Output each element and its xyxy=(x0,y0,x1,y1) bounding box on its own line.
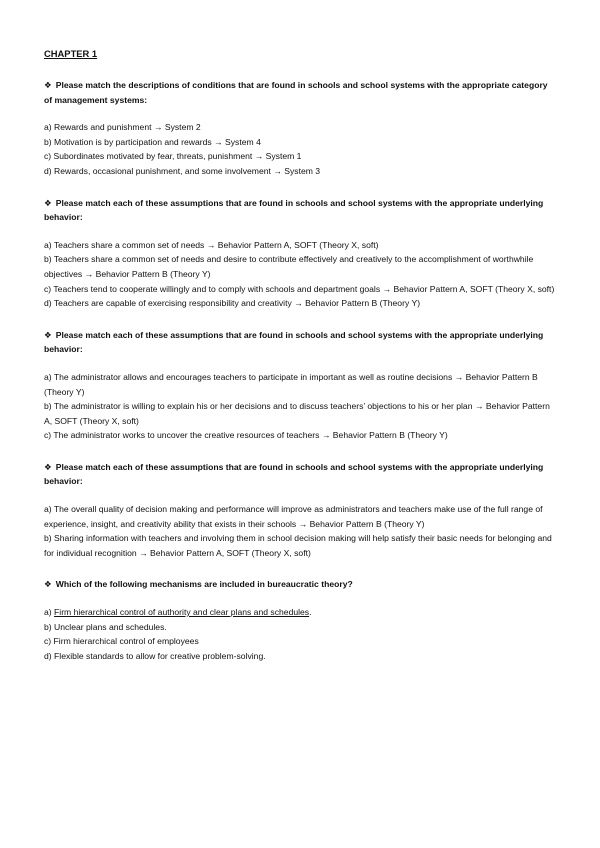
question-text: Please match each of these assumptions that are found in schools and school systems with the appropriate underlying behavior: xyxy=(44,329,544,355)
question-text: Please match each of these assumptions that are found in schools and school systems with the appropriate underlying behavior: xyxy=(44,197,544,223)
answer-item: b) The administrator is willing to explain his or her decisions and to discuss teachers’ objections to his or her plan → Behavior Pattern A, SOFT (Theory X, soft) xyxy=(44,401,550,426)
question-text: Please match each of these assumptions that are found in schools and school systems with the appropriate underlying behavior: xyxy=(44,461,544,487)
answer-item: c) Teachers tend to cooperate willingly and to comply with schools and department goals → Behavior Pattern A, SOFT (Theory X, soft) xyxy=(44,283,555,294)
answer-item: a) Rewards and punishment → System 2 xyxy=(44,122,201,133)
question-section-3 xyxy=(44,328,556,443)
diamond-bullet-icon: ❖ xyxy=(44,197,52,208)
answer-suffix: . xyxy=(309,607,312,618)
question-section-2 xyxy=(44,196,556,311)
question-section-1 xyxy=(44,78,556,179)
correct-answer-text: Firm hierarchical control of authority and clear plans and schedules xyxy=(54,607,310,618)
diamond-bullet-icon: ❖ xyxy=(44,329,52,340)
answer-item: d) Rewards, occasional punishment, and some involvement → System 3 xyxy=(44,165,321,176)
answer-prefix: a) xyxy=(44,607,55,618)
answer-item: c) Subordinates motivated by fear, threats, punishment → System 1 xyxy=(44,151,302,162)
question-heading-1 xyxy=(44,78,556,107)
answer-item: a) Teachers share a common set of needs → Behavior Pattern A, SOFT (Theory X, soft) xyxy=(44,239,379,250)
question-heading-2 xyxy=(44,196,556,225)
question-heading-5 xyxy=(44,577,556,592)
answer-item: d) Teachers are capable of exercising responsibility and creativity → Behavior Pattern B (Theory Y) xyxy=(44,298,421,309)
diamond-bullet-icon: ❖ xyxy=(44,80,52,90)
answer-item: b) Teachers share a common set of needs and desire to contribute effectively and creatively to the accomplishment of worthwhile objectives → Behavior Pattern B (Theory Y) xyxy=(44,254,534,279)
answer-item: c) The administrator works to uncover the creative resources of teachers → Behavior Pattern B (Theory Y) xyxy=(44,430,448,441)
diamond-bullet-icon: ❖ xyxy=(44,579,52,590)
answer-item-correct xyxy=(44,605,556,620)
answer-item: b) Motivation is by participation and rewards → System 4 xyxy=(44,136,261,147)
answer-item: d) Flexible standards to allow for creative problem-solving. xyxy=(44,650,266,661)
question-heading-4 xyxy=(44,460,556,489)
answer-item: b) Unclear plans and schedules. xyxy=(44,621,167,632)
question-section-5 xyxy=(44,577,556,663)
answer-item: a) The overall quality of decision making and performance will improve as administrators and teachers make use of the full range of experience, insight, and creativity ability that exists in their schools → Behavior Pattern B (Theory Y) xyxy=(44,504,543,529)
question-heading-3 xyxy=(44,328,556,357)
question-text: Which of the following mechanisms are included in bureaucratic theory? xyxy=(55,579,353,590)
answer-item: b) Sharing information with teachers and involving them in school decision making will help satisfy their basic needs for belonging and for individual recognition → Behavior Pattern A, SOFT (Theory X, soft) xyxy=(44,533,552,558)
answer-item: a) The administrator allows and encourages teachers to participate in important as well as routine decisions → Behavior Pattern B (Theory Y) xyxy=(44,371,538,397)
document-page xyxy=(44,48,556,680)
diamond-bullet-icon: ❖ xyxy=(44,461,52,472)
chapter-title: CHAPTER 1 xyxy=(44,48,98,59)
answer-item: c) Firm hierarchical control of employees xyxy=(44,636,199,647)
question-text: Please match the descriptions of conditions that are found in schools and school systems with the appropriate category of management systems: xyxy=(44,80,548,105)
question-section-4 xyxy=(44,460,556,561)
